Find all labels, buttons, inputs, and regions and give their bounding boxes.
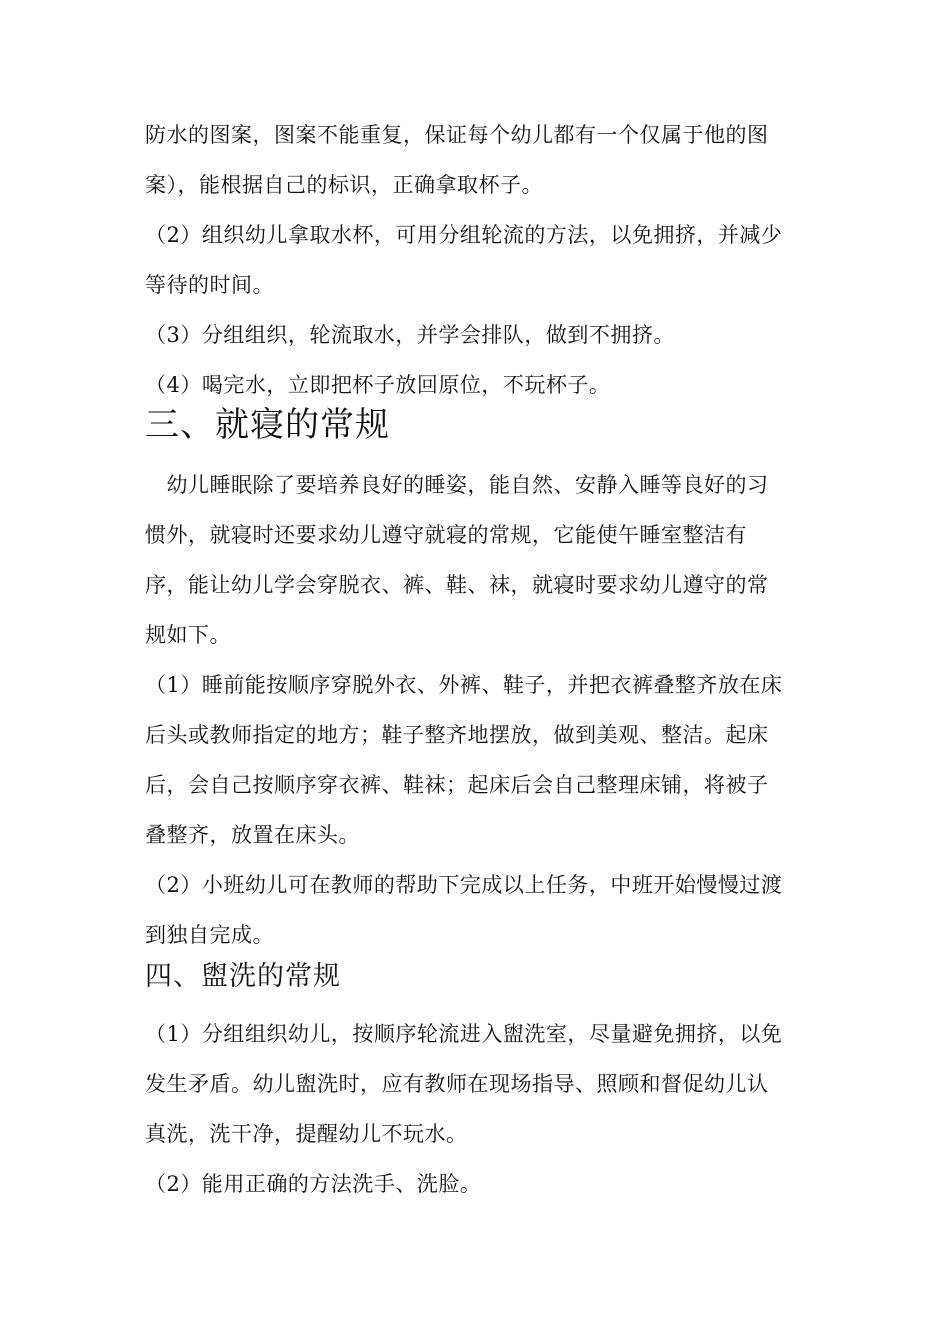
list-item-1-line: （1）分组组织幼儿，按顺序轮流进入盥洗室，尽量避免拥挤，以免 xyxy=(145,1022,783,1046)
list-item-1-line: 后，会自己按顺序穿衣裤、鞋袜；起床后会自己整理床铺，将被子 xyxy=(145,773,769,797)
list-item-1-line: 叠整齐，放置在床头。 xyxy=(145,823,360,847)
list-item-1-line: 后头或教师指定的地方；鞋子整齐地摆放，做到美观、整洁。起床 xyxy=(145,723,769,747)
list-item-2-line: （2）小班幼儿可在教师的帮助下完成以上任务，中班开始慢慢过渡 xyxy=(145,873,783,897)
list-item-2: （2）能用正确的方法洗手、洗脸。 xyxy=(145,1172,482,1196)
paragraph-line: 幼儿睡眠除了要培养良好的睡姿，能自然、安静入睡等良好的习 xyxy=(145,473,769,497)
list-item-4: （4）喝完水，立即把杯子放回原位，不玩杯子。 xyxy=(145,373,611,397)
section-heading-sleep: 三、就寝的常规 xyxy=(145,405,390,445)
paragraph-line: 规如下。 xyxy=(145,623,231,647)
list-item-1-line: （1）睡前能按顺序穿脱外衣、外裤、鞋子，并把衣裤叠整齐放在床 xyxy=(145,673,783,697)
paragraph-line: 防水的图案，图案不能重复，保证每个幼儿都有一个仅属于他的图 xyxy=(145,123,769,147)
list-item-2-line: （2）组织幼儿拿取水杯，可用分组轮流的方法，以免拥挤，并减少 xyxy=(145,223,783,247)
list-item-2-line: 等待的时间。 xyxy=(145,273,274,297)
list-item-1-line: 发生矛盾。幼儿盥洗时，应有教师在现场指导、照顾和督促幼儿认 xyxy=(145,1072,769,1096)
paragraph-line: 序，能让幼儿学会穿脱衣、裤、鞋、袜，就寝时要求幼儿遵守的常 xyxy=(145,573,769,597)
list-item-1-line: 真洗，洗干净，提醒幼儿不玩水。 xyxy=(145,1122,468,1146)
section-heading-washing: 四、盥洗的常规 xyxy=(145,961,341,992)
paragraph-line: 惯外，就寝时还要求幼儿遵守就寝的常规，它能使午睡室整洁有 xyxy=(145,523,747,547)
paragraph-line: 案），能根据自己的标识，正确拿取杯子。 xyxy=(145,173,543,197)
list-item-3: （3）分组组织，轮流取水，并学会排队，做到不拥挤。 xyxy=(145,323,675,347)
list-item-2-line: 到独自完成。 xyxy=(145,923,274,947)
